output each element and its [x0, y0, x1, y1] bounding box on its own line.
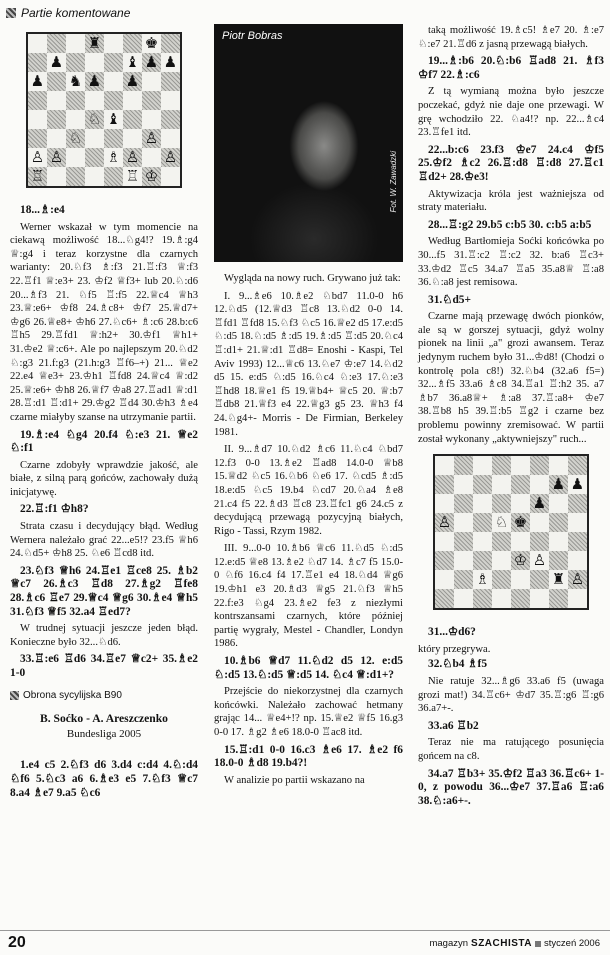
- chess-piece: ♟: [530, 494, 549, 513]
- board-square: [161, 72, 180, 91]
- board-square: [104, 53, 123, 72]
- chess-piece: ♟: [161, 53, 180, 72]
- commentary-paragraph: W analizie po partii wskazano na: [224, 774, 365, 786]
- magazine-prefix: magazyn: [429, 938, 469, 949]
- board-square: [492, 532, 511, 551]
- col3-text-top: [418, 24, 604, 446]
- board-square: [473, 532, 492, 551]
- board-square: [454, 494, 473, 513]
- page-header: [6, 4, 604, 22]
- magazine-name: SZACHISTA: [471, 938, 533, 949]
- board-square: [66, 53, 85, 72]
- commentary-paragraph: Werner wskazał w tym momencie na ciekawą możliwość 18...♘g4!? 19.♗:g4 ♕:g4 i teraz korzystne dla czarnych warianty: 20.♘f3 ♗:f3 21.♖:f3 ♕:f3 22.♖f1 ♕:e3+ 23. ♔f2 ♕f3+ lub 20.♘:d6 20...♗f3 21. ♘f5 ♖:f5 22.♕c4 ♕h3 23.♕:e6+ ♔f8 24.♗c8+ ♔f7 25.♕d7+ ♔g6 26.♕e8+ ♔h6 27.♘c6+ ♗:c6 28.b:c6 ♖h5 29.♖fd1 ♕:h2+ 30.♔f1 ♕h1+ 31.♔e2 ♕:c6+. Ale po najlepszym 20.♘d2 ♘:g3 21.f:g3 (21.h:g3 ♖f6–+) 21... ♕e2 22.e4 ♕e3+ 23.♔h1 ♖fd8 24.♕c4 ♕:d2 25.♕:e6+ ♔h8 26.♕f7 ♔a8 27.♖ad1 ♕:d1 28.♖:d1 ♖:d1+ 29.♔g2 ♖d4 30.♔h3 ♗e4 czarne miałyby szanse na utrzymanie partii.: [10, 221, 198, 423]
- board-square: [161, 110, 180, 129]
- board-square: [549, 456, 568, 475]
- board-square: [530, 589, 549, 608]
- board-square: [435, 551, 454, 570]
- chess-piece: ♟: [142, 53, 161, 72]
- board-square: [549, 551, 568, 570]
- chess-piece: ♙: [28, 148, 47, 167]
- board-square: [530, 570, 549, 589]
- chess-piece: ♘: [492, 513, 511, 532]
- board-square: [568, 513, 587, 532]
- move-line: 23.♘f3 ♕h6 24.♖e1 ♖ce8 25. ♗b2 ♕c7 26.♗c3 ♖d8 27.♗g2 ♖fe8 28.♗c6 ♖e7 29.♕c4 ♕g6 30.♗e4 ♕h5 31.♘f3 ♕f5 32.a4 ♖ed7?: [10, 564, 198, 618]
- board-square: [473, 551, 492, 570]
- text-line: który przegrywa.: [418, 643, 491, 655]
- board-square: [454, 513, 473, 532]
- board-square: [104, 167, 123, 186]
- board-square: [435, 494, 454, 513]
- commentary-paragraph: taką możliwość 19.♗c5! ♗e7 20. ♗:e7 ♘:e7 21.♖d6 z jasną przewagą białych.: [418, 25, 604, 50]
- board-square: [85, 148, 104, 167]
- commentary-paragraph: Nie ratuje 32...♗g6 33.a6 f5 (uwaga grozi mat!) 34.♖c6+ ♔d7 35.♖:g6 ♖:g6 36.a7+-.: [418, 676, 604, 715]
- board-square: [142, 110, 161, 129]
- game-heading: [10, 712, 198, 741]
- chess-piece: ♝: [104, 110, 123, 129]
- move-line: 33.a6 ♖b2: [428, 719, 479, 732]
- opening-label: [10, 689, 198, 703]
- magazine-info: [429, 938, 600, 949]
- board-square: [47, 110, 66, 129]
- board-square: [435, 475, 454, 494]
- commentary-paragraph: Z tą wymianą można było jeszcze poczekać, gdyż nie daje one przewagi. W grę wchodziło 22. ♘a4!? np. 22...♗c4 23.♖fe1 itd.: [418, 86, 604, 139]
- board-square: [47, 167, 66, 186]
- chess-piece: ♟: [568, 475, 587, 494]
- chess-piece: ♟: [28, 72, 47, 91]
- chess-piece: ♟: [47, 53, 66, 72]
- section-marker-icon: [6, 8, 16, 18]
- board-square: [530, 513, 549, 532]
- move-line: 34.a7 ♖b3+ 35.♔f2 ♖a3 36.♖c6+ 1-0, z powodu 36...♔e7 37.♖a6 ♖:a6 38.♘:a6+-.: [418, 767, 604, 807]
- board-square: [568, 494, 587, 513]
- board-square: [568, 456, 587, 475]
- board-square: [492, 570, 511, 589]
- board-square: [549, 513, 568, 532]
- board-square: [454, 570, 473, 589]
- commentary-paragraph: Aktywizacja króla jest ważniejsza od straty materiału.: [418, 188, 604, 214]
- board-square: [530, 532, 549, 551]
- board-square: [142, 148, 161, 167]
- move-line: 18...♗:e4: [20, 204, 65, 216]
- chess-diagram-1: [26, 32, 182, 188]
- chess-piece: ♞: [66, 72, 85, 91]
- board-square: [454, 475, 473, 494]
- board-square: [435, 570, 454, 589]
- board-square: [66, 91, 85, 110]
- chess-piece: ♚: [142, 34, 161, 53]
- chess-piece: ♙: [142, 129, 161, 148]
- chess-piece: ♝: [123, 53, 142, 72]
- board-square: [473, 589, 492, 608]
- board-square: [435, 589, 454, 608]
- chess-piece: ♘: [85, 110, 104, 129]
- commentary-paragraph: Przejście do niekorzystnej dla czarnych końcówki. Należało zachować hetmany grając 14... ♕e4+!? np. 15.♕e2 ♕f5 16.g3 0-0 17. ♗g2 ♗e6 18.0-0 ♖ac8 itd.: [214, 686, 403, 738]
- commentary-paragraph: W trudnej sytuacji jeszcze jeden błąd. Konieczne było 32...♘d6.: [10, 623, 198, 648]
- chess-piece: ♙: [530, 551, 549, 570]
- board-square: [123, 34, 142, 53]
- board-square: [511, 494, 530, 513]
- board-square: [28, 53, 47, 72]
- chess-piece: ♜: [85, 34, 104, 53]
- board-square: [123, 110, 142, 129]
- board-square: [492, 551, 511, 570]
- commentary-paragraph: Teraz nie ma ratującego posunięcia gońcem na c8.: [418, 737, 604, 762]
- board-square: [161, 129, 180, 148]
- chess-piece: ♚: [511, 513, 530, 532]
- move-line: 28...♖:g2 29.b5 c:b5 30. c:b5 a:b5: [428, 218, 592, 231]
- board-square: [511, 589, 530, 608]
- column-2: [214, 24, 403, 791]
- chess-piece: ♔: [511, 551, 530, 570]
- opening-moves: 1.e4 c5 2.♘f3 d6 3.d4 c:d4 4.♘:d4 ♘f6 5.♘c3 a6 6.♗e3 e5 7.♘f3 ♕c7 8.a4 ♗e7 9.a5 ♘c6: [10, 759, 198, 799]
- board-square: [435, 532, 454, 551]
- board-square: [104, 91, 123, 110]
- move-line: 10.♗b6 ♕d7 11.♘d2 d5 12. e:d5 ♘:d5 13.♘:d5 ♕:d5 14. ♘c4 ♕:d1+?: [214, 655, 403, 681]
- col2-text: [214, 272, 403, 787]
- player-photo: [214, 24, 403, 262]
- board-square: [85, 91, 104, 110]
- section-marker-icon: [10, 691, 19, 700]
- chess-piece: ♟: [85, 72, 104, 91]
- board-square: [161, 167, 180, 186]
- board-square: [568, 532, 587, 551]
- board-square: [492, 494, 511, 513]
- board-square: [47, 91, 66, 110]
- board-square: [568, 551, 587, 570]
- board-square: [28, 129, 47, 148]
- commentary-paragraph: Strata czasu i decydujący błąd. Według Wernera należało grać 22...e5!? 23.f5 ♕h6 24.♘d5+ ♔h8 25. ♘e6 ♖cd8 itd.: [10, 521, 198, 560]
- board-square: [511, 456, 530, 475]
- page-footer: [0, 930, 610, 955]
- move-line: 31...♔d6?: [428, 626, 476, 639]
- board-square: [473, 513, 492, 532]
- board-square: [454, 456, 473, 475]
- board-square: [473, 456, 492, 475]
- move-line: 15.♖:d1 0-0 16.c3 ♗e6 17. ♗e2 f6 18.0-0 ♗d8 19.b4?!: [214, 743, 403, 770]
- board-square: [47, 129, 66, 148]
- chess-piece: ♖: [28, 167, 47, 186]
- board-square: [454, 589, 473, 608]
- board-square: [85, 167, 104, 186]
- board-square: [530, 475, 549, 494]
- board-square: [511, 532, 530, 551]
- board-square: [142, 72, 161, 91]
- board-square: [85, 129, 104, 148]
- board-square: [66, 167, 85, 186]
- col1-text: [10, 204, 198, 681]
- board-square: [549, 589, 568, 608]
- board-square: [104, 72, 123, 91]
- board-square: [66, 110, 85, 129]
- chess-piece: ♖: [123, 167, 142, 186]
- move-line: 22.♖:f1 ♔h8?: [20, 503, 89, 516]
- separator-icon: [535, 941, 541, 947]
- chess-piece: ♘: [66, 129, 85, 148]
- column-1: [10, 24, 198, 803]
- game-event: Bundesliga 2005: [66, 727, 142, 740]
- board-square: [85, 53, 104, 72]
- move-line: 19.♗:e4 ♘g4 20.f4 ♘:e3 21. ♕e2 ♘:f1: [10, 428, 198, 455]
- commentary-paragraph: I. 9...♗e6 10.♗e2 ♘bd7 11.0-0 h6 12.♘d5 (12.♕d3 ♖c8 13.♘d2 0-0 14. ♖fd1 ♖fd8 15.♘f3 ♘c5 16.♕e2 d5 17.e:d5 ♘:d5 18.♘:d5 ♗:d5 19.♗:d5 ♖:d5 20.♘c4 ♖:d1+ 21.♕:d1 ♖d8= Enoshi - Kaspi, Tel Aviv 1993) 12...♕c6 13.♘e7 ♔:e7 14.♘d2 d5 15. e:d5 ♘:d5 16.♘c4 ♘:e3 17.♘:e3 ♖hd8 18.♕e1 f5 19.♕b4+ ♕c5 20. ♕:b7 ♖db8 21.♕f3 e4 22.♕g3 g5 23. ♕h3 f4 24.♘g4+- Morris - De Firmian, Berkeley 1981.: [214, 290, 404, 438]
- move-line: 32.♘b4 ♗f5: [428, 658, 488, 671]
- move-line: 19...♗:b6 20.♘:b6 ♖ad8 21. ♗f3 ♔f7 22.♗:c6: [418, 55, 604, 81]
- board-square: [568, 589, 587, 608]
- board-square: [104, 129, 123, 148]
- board-square: [492, 589, 511, 608]
- issue-date: styczeń 2006: [544, 938, 600, 949]
- chess-piece: ♙: [123, 148, 142, 167]
- move-line: 22...b:c6 23.f3 ♔e7 24.c4 ♔f5 25.♔f2 ♗c2 26.♖:d8 ♖:d8 27.♖c1 ♖d2+ 28.♔e3!: [418, 143, 604, 183]
- board-square: [549, 532, 568, 551]
- column-3: [418, 24, 604, 811]
- board-square: [28, 91, 47, 110]
- board-square: [511, 570, 530, 589]
- board-square: [47, 34, 66, 53]
- board-square: [104, 34, 123, 53]
- board-square: [530, 456, 549, 475]
- chess-piece: ♙: [568, 570, 587, 589]
- col3-text-bottom: [418, 626, 604, 808]
- section-title: Partie komentowane: [21, 6, 131, 20]
- board-square: [123, 129, 142, 148]
- move-line: 33.♖:e6 ♖d6 34.♖e7 ♕c2+ 35.♗e2 1-0: [10, 653, 198, 679]
- board-square: [435, 456, 454, 475]
- board-square: [47, 72, 66, 91]
- board-square: [66, 34, 85, 53]
- board-square: [492, 475, 511, 494]
- chess-diagram-2: [433, 454, 589, 610]
- board-square: [161, 34, 180, 53]
- photo-credit: Fot. W. Zawadzki: [389, 150, 399, 212]
- photo-caption: Piotr Bobras: [222, 30, 283, 42]
- chess-piece: ♟: [123, 72, 142, 91]
- board-square: [28, 110, 47, 129]
- chess-piece: ♜: [549, 570, 568, 589]
- chess-piece: ♔: [142, 167, 161, 186]
- chess-piece: ♗: [104, 148, 123, 167]
- board-square: [492, 456, 511, 475]
- board-square: [28, 34, 47, 53]
- commentary-paragraph: Według Bartłomieja Soćki końcówka po 30...f5 31.♖:c2 ♖:c2 32. b:a6 ♖c3+ 33.♔d2 ♖c5 34.a7 ♖a5 35.a8♕ ♖:a8 36.♘:a8 jest remisowa.: [418, 236, 604, 289]
- commentary-paragraph: Czarne mają przewagę dwóch pionków, ale są w gorszej sytuacji, gdyż wolny pionek na linii „a" grozi awansem. Teraz jedynym ruchem było 31...♔d8! (Chodzi o kontrolę pola c8!) 32.♘b4 (32.a6 f5=) 32...♗f5 33.a6 ♗c8 34.♖a1 ♖:h2 35. a7 ♗b7 36.a8♕+ ♗:a8 37.♖:a8+ ♔e7 38.♖b8 h5 39.♖:b5 ♖g2 i czarne bez problemu powinny zremisować. W partii został wykonany „aktywniejszy" ruch...: [418, 311, 604, 445]
- chess-piece: ♟: [549, 475, 568, 494]
- board-square: [511, 475, 530, 494]
- chess-piece: ♙: [161, 148, 180, 167]
- board-square: [142, 91, 161, 110]
- chess-piece: ♙: [47, 148, 66, 167]
- board-square: [123, 91, 142, 110]
- commentary-paragraph: II. 9...♗d7 10.♘d2 ♗c6 11.♘c4 ♘bd7 12.f3 0-0 13.♗e2 ♖ad8 14.0-0 ♕b8 15.♕d2 ♘c5 16.♘b6 ♘e6 17. ♘cd5 ♗:d5 18.e:d5 ♘c5 19.b4 ♘cd7 20.♘a4 ♗e8 21.c4 f5 22.♗d3 ♖c8 23.♖fc1 g6 24.c5 z decydującą przewagą pozycyjną białych, Rigo - Tassi, Rzym 1982.: [214, 444, 403, 537]
- board-square: [473, 494, 492, 513]
- board-square: [473, 475, 492, 494]
- board-square: [549, 494, 568, 513]
- chess-piece: ♗: [473, 570, 492, 589]
- commentary-paragraph: III. 9...0-0 10.♗b6 ♕c6 11.♘d5 ♘:d5 12.e:d5 ♕e8 13.♗e2 ♘d7 14. ♗c7 f5 15.0-0 ♘f6 16.c4 f4 17.♖e1 e4 18.♘d4 ♕g6 19.♔h1 e3 20.♗d3 ♕g5 21.♘f3 ♕h5 22.f:e3 ♘g4 23.♗e2 fe3 z niezłymi kontrszansami czarnych, które później partię wygrały, Mestel - Chandler, Londyn 1986.: [214, 543, 403, 650]
- board-square: [454, 532, 473, 551]
- page-number: 20: [8, 934, 26, 951]
- board-square: [454, 551, 473, 570]
- move-line: 31.♘d5+: [428, 293, 471, 306]
- board-square: [66, 148, 85, 167]
- commentary-paragraph: Czarne zdobyły wprawdzie jakość, ale białe, z silną parą gońców, zachowały dużą inicjatywę.: [10, 459, 198, 498]
- board-square: [161, 91, 180, 110]
- game-players: B. Soćko - A. Areszczenko: [40, 712, 168, 726]
- chess-piece: ♙: [435, 513, 454, 532]
- opening-name: Obrona sycylijska B90: [23, 689, 122, 701]
- commentary-paragraph: Wygląda na nowy ruch. Grywano już tak:: [224, 273, 401, 284]
